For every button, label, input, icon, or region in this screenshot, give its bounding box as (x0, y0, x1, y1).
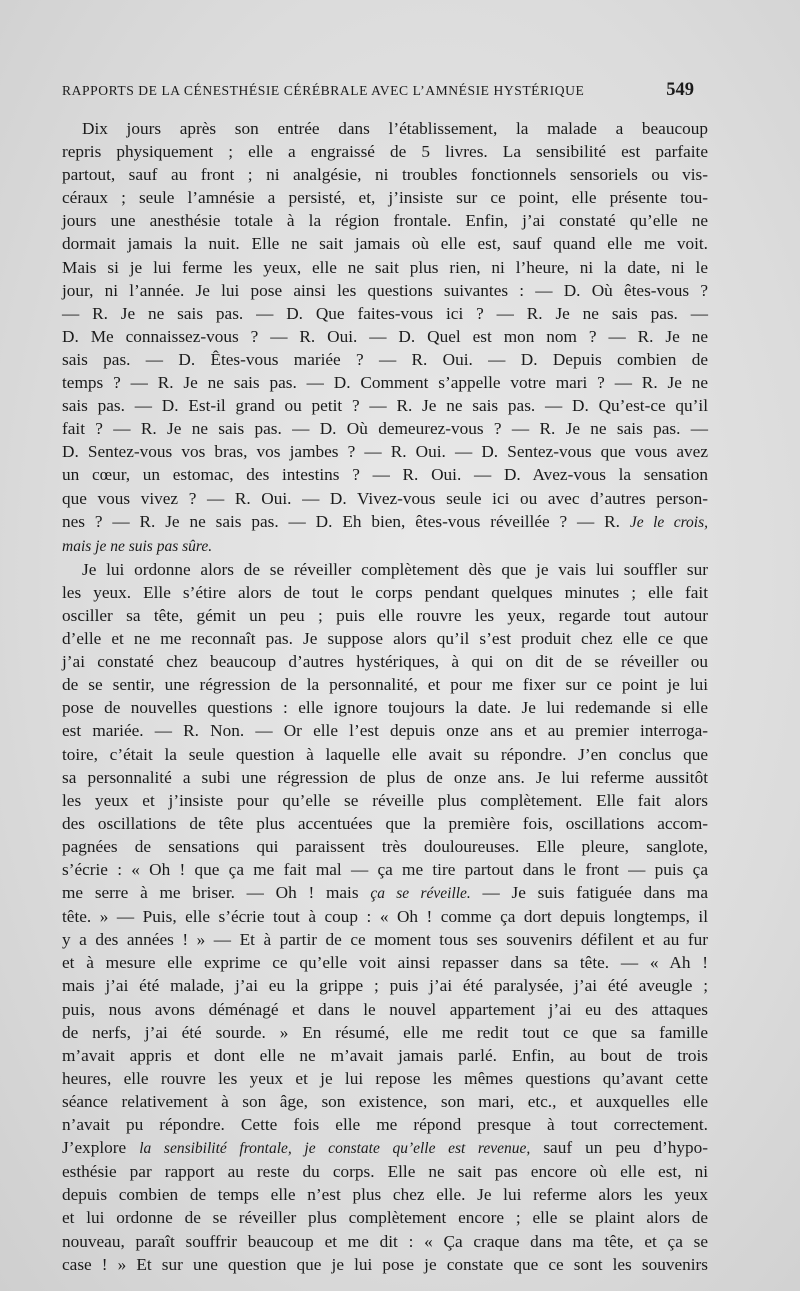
text-line: les yeux et j’insiste pour qu’elle se réveille plus complètement. Elle fait alors (62, 790, 708, 810)
text-line: d’elle et ne me reconnaît pas. Je suppose alors qu’il s’est produit chez elle ce que (62, 629, 708, 649)
text-line: sa personnalité a subi une régression de plus de onze ans. Je lui referme aussitôt (62, 767, 708, 787)
text-line: les yeux. Elle s’étire alors de tout le corps pendant quelques minutes ; elle fait (62, 582, 708, 602)
text-line: case ! » Et sur une question que je lui pose je constate que ce sont les souvenirs (62, 1254, 708, 1274)
text-line: de nerfs, j’ai été sourde. » En résumé, elle me redit tout ce que sa famille (62, 1022, 708, 1042)
text-segment: J’explore (62, 1138, 127, 1158)
text-segment: nes ? — R. Je ne sais pas. — D. Eh bien, êtes-vous réveillée ? — R. (62, 511, 620, 531)
text-line: et à mesure elle exprime ce qu’elle voit ainsi repasser dans sa tête. — « Ah ! (62, 953, 708, 973)
page-number: 549 (666, 80, 694, 100)
text-line: n’avait pu répondre. Cette fois elle me répond presque à tout correctement. (62, 1115, 708, 1135)
italic-text: Je le crois, (629, 513, 708, 531)
text-line: jours une anesthésie totale à la région frontale. Enfin, j’ai constaté qu’elle ne (62, 211, 708, 231)
text-line: sais pas. — D. Est-il grand ou petit ? — R. Je ne sais pas. — D. Qu’est-ce qu’il (62, 396, 708, 416)
text-line: jour, ni l’année. Je lui pose ainsi les questions suivantes : — D. Où êtes-vous ? (62, 280, 708, 300)
text-line: nouveau, paraît souffrir beaucoup et me dit : « Ça craque dans ma tête, et ça se (62, 1231, 708, 1251)
text-line: et lui ordonne de se réveiller plus complètement encore ; elle se plaint alors de (62, 1208, 708, 1228)
italic-text: ça se réveille. (370, 885, 471, 903)
running-title: RAPPORTS DE LA CÉNESTHÉSIE CÉRÉBRALE AVEC L’AMNÉSIE HYSTÉRIQUE (62, 83, 585, 98)
text-line: esthésie par rapport au reste du corps. Elle ne sait pas encore où elle est, ni (62, 1162, 708, 1182)
text-line: s’écrie : « Oh ! que ça me fait mal — ça me tire partout dans le front — puis ça (62, 860, 708, 879)
text-line: j’ai constaté chez beaucoup d’autres hystériques, à qui on dit de se réveiller ou (62, 652, 708, 672)
text-line: un cœur, un estomac, des intestins ? — R. Oui. — D. Avez-vous la sensation (62, 465, 708, 485)
running-head (62, 80, 694, 101)
text-line: heures, elle rouvre les yeux et je lui repose les mêmes questions qu’avant cette (62, 1068, 708, 1088)
text-line: séance relativement à son âge, son existence, son mari, etc., et auxquelles elle (62, 1091, 708, 1111)
text-segment: — Je suis fatiguée dans ma (470, 883, 708, 903)
text-line: D. Me connaissez-vous ? — R. Oui. — D. Quel est mon nom ? — R. Je ne (62, 326, 708, 346)
text-line: est mariée. — R. Non. — Or elle l’est depuis onze ans et au premier interroga- (62, 721, 708, 741)
text-line-mixed (62, 534, 708, 558)
text-line: — R. Je ne sais pas. — D. Que faites-vous ici ? — R. Je ne sais pas. — (62, 303, 708, 323)
italic-text: mais je ne suis pas sûre. (62, 537, 213, 555)
text-line: y a des années ! » — Et à partir de ce moment tous ses souvenirs défilent et au fur (62, 930, 708, 950)
text-line-mixed (62, 510, 708, 534)
body-text (62, 117, 708, 1276)
text-line: temps ? — R. Je ne sais pas. — D. Comment s’appelle votre mari ? — R. Je ne (62, 373, 708, 393)
text-line: fait ? — R. Je ne sais pas. — D. Où demeurez-vous ? — R. Je ne sais pas. — (62, 419, 708, 439)
text-line: toire, c’était la seule question à laquelle elle avait su répondre. J’en conclus que (62, 744, 708, 764)
text-line: D. Sentez-vous vos bras, vos jambes ? — R. Oui. — D. Sentez-vous que vous avez (62, 442, 708, 462)
text-line: tête. » — Puis, elle s’écrie tout à coup : « Oh ! comme ça dort depuis longtemps, il (62, 907, 708, 927)
text-line: repris physiquement ; elle a engraissé de 5 livres. La sensibilité est parfaite (62, 142, 708, 162)
text-line: que vous vivez ? — R. Oui. — D. Vivez-vous seule ici ou avec d’autres person- (62, 488, 708, 508)
text-line: Je lui ordonne alors de se réveiller complètement dès que je vais lui souffler sur (82, 559, 708, 579)
text-line: depuis combien de temps elle n’est plus chez elle. Je lui referme alors les yeux (62, 1185, 708, 1205)
text-line: osciller sa tête, gémit un peu ; puis elle rouvre les yeux, regarde tout autour (62, 605, 708, 625)
text-line: puis, nous avons déménagé et dans le nouvel appartement j’ai eu des attaques (62, 999, 708, 1019)
text-line-mixed (62, 1136, 708, 1160)
text-line: Dix jours après son entrée dans l’établissement, la malade a beaucoup (82, 119, 708, 138)
italic-text: la sensibilité frontale, je constate qu’elle est revenue, (139, 1140, 531, 1158)
text-line: des oscillations de tête plus accentuées que la première fois, oscillations accom- (62, 813, 708, 833)
text-line: partout, sauf au front ; ni analgésie, ni troubles fonctionnels sensoriels ou vis- (62, 165, 708, 185)
text-segment: me serre à me briser. — Oh ! mais (62, 883, 359, 903)
text-line: mais j’ai été malade, j’ai eu la grippe ; puis j’ai été paralysée, j’ai été aveugle ; (62, 976, 708, 996)
text-line: pose de nouvelles questions : elle ignore toujours la date. Je lui redemande si elle (62, 698, 708, 718)
text-line-mixed (62, 881, 708, 905)
text-line: m’avait appris et dont elle ne m’avait jamais parlé. Enfin, au bout de trois (62, 1045, 708, 1065)
text-line: céraux ; seule l’amnésie a persisté, et, j’insiste sur ce point, elle présente tou- (62, 188, 708, 208)
text-line: sais pas. — D. Êtes-vous mariée ? — R. Oui. — D. Depuis combien de (62, 349, 708, 369)
text-line: Mais si je lui ferme les yeux, elle ne sait plus rien, ni l’heure, ni la date, ni le (62, 257, 708, 277)
text-line: pagnées de sensations qui paraissent très douloureuses. Elle pleure, sanglote, (62, 836, 708, 856)
text-line: de se sentir, une régression de la personnalité, et pour me fixer sur ce point je lui (62, 675, 708, 695)
text-segment: sauf un peu d’hypo- (530, 1138, 709, 1158)
text-line: dormait jamais la nuit. Elle ne sait jamais où elle est, sauf quand elle me voit. (62, 234, 708, 254)
